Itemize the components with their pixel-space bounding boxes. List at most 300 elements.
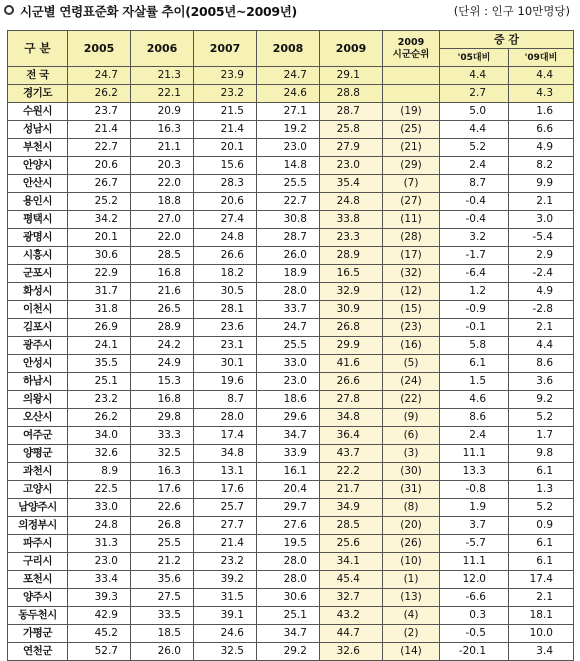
rate-cell: 34.1 — [320, 553, 383, 571]
region-name-cell: 전 국 — [8, 67, 68, 85]
region-name-cell: 양주시 — [8, 589, 68, 607]
change-09-cell: 6.1 — [509, 463, 574, 481]
rate-cell: 31.3 — [68, 535, 131, 553]
rate-cell: 21.4 — [68, 121, 131, 139]
rate-cell: 30.1 — [194, 355, 257, 373]
table-row — [8, 445, 574, 463]
region-name-cell: 성남시 — [8, 121, 68, 139]
region-name-cell: 군포시 — [8, 265, 68, 283]
rate-cell: 28.0 — [257, 571, 320, 589]
change-09-cell: 4.9 — [509, 283, 574, 301]
change-05-cell: -0.9 — [440, 301, 509, 319]
table-row — [8, 121, 574, 139]
rate-cell: 25.6 — [320, 535, 383, 553]
rate-cell: 16.8 — [131, 265, 194, 283]
change-05-cell: 8.6 — [440, 409, 509, 427]
rate-cell: 43.7 — [320, 445, 383, 463]
rate-cell: 19.6 — [194, 373, 257, 391]
rate-cell: 26.8 — [320, 319, 383, 337]
header-year: 2009 — [320, 31, 383, 67]
rate-cell: 34.8 — [320, 409, 383, 427]
rate-cell: 24.8 — [68, 517, 131, 535]
change-05-cell: -0.5 — [440, 625, 509, 643]
rate-cell: 19.2 — [257, 121, 320, 139]
rate-cell: 20.9 — [131, 103, 194, 121]
rank-cell: (10) — [383, 553, 440, 571]
rate-cell: 26.6 — [194, 247, 257, 265]
change-05-cell: 5.2 — [440, 139, 509, 157]
rate-cell: 24.6 — [257, 85, 320, 103]
rate-cell: 41.6 — [320, 355, 383, 373]
table-row — [8, 67, 574, 85]
rate-cell: 35.6 — [131, 571, 194, 589]
table-row — [8, 391, 574, 409]
change-05-cell: 4.6 — [440, 391, 509, 409]
rate-cell: 23.0 — [68, 553, 131, 571]
rate-cell: 30.6 — [68, 247, 131, 265]
rate-cell: 17.6 — [131, 481, 194, 499]
table-body — [8, 67, 574, 661]
rank-cell: (24) — [383, 373, 440, 391]
table-row — [8, 409, 574, 427]
rank-cell: (31) — [383, 481, 440, 499]
rank-cell: (9) — [383, 409, 440, 427]
rank-cell: (13) — [383, 589, 440, 607]
rate-cell: 23.2 — [68, 391, 131, 409]
table-row — [8, 499, 574, 517]
change-09-cell: 4.4 — [509, 67, 574, 85]
suicide-rate-table — [7, 30, 574, 661]
change-05-cell: -0.8 — [440, 481, 509, 499]
rate-cell: 52.7 — [68, 643, 131, 661]
rate-cell: 29.8 — [131, 409, 194, 427]
change-05-cell: 5.0 — [440, 103, 509, 121]
rank-cell: (8) — [383, 499, 440, 517]
rate-cell: 25.5 — [131, 535, 194, 553]
rate-cell: 29.9 — [320, 337, 383, 355]
header-rank-label: 2009 시군순위 — [392, 36, 430, 60]
change-05-cell: 5.8 — [440, 337, 509, 355]
table-row — [8, 301, 574, 319]
change-05-cell: 6.1 — [440, 355, 509, 373]
rate-cell: 19.5 — [257, 535, 320, 553]
rate-cell: 33.5 — [131, 607, 194, 625]
header-year: 2007 — [194, 31, 257, 67]
change-09-cell: 4.9 — [509, 139, 574, 157]
rate-cell: 18.8 — [131, 193, 194, 211]
change-05-cell: 0.3 — [440, 607, 509, 625]
rate-cell: 27.6 — [257, 517, 320, 535]
rate-cell: 16.8 — [131, 391, 194, 409]
rate-cell: 21.5 — [194, 103, 257, 121]
table-row — [8, 157, 574, 175]
table-row — [8, 85, 574, 103]
rate-cell: 32.6 — [320, 643, 383, 661]
table-row — [8, 103, 574, 121]
table-row — [8, 355, 574, 373]
region-name-cell: 안산시 — [8, 175, 68, 193]
rate-cell: 28.1 — [194, 301, 257, 319]
rate-cell: 30.5 — [194, 283, 257, 301]
rate-cell: 26.7 — [68, 175, 131, 193]
rate-cell: 27.4 — [194, 211, 257, 229]
rate-cell: 20.1 — [68, 229, 131, 247]
rate-cell: 35.4 — [320, 175, 383, 193]
rate-cell: 23.2 — [194, 553, 257, 571]
rank-cell: (27) — [383, 193, 440, 211]
change-09-cell: 17.4 — [509, 571, 574, 589]
rate-cell: 23.9 — [194, 67, 257, 85]
table-row — [8, 535, 574, 553]
rank-cell: (1) — [383, 571, 440, 589]
table-row — [8, 643, 574, 661]
rate-cell: 28.8 — [320, 85, 383, 103]
rate-cell: 15.6 — [194, 157, 257, 175]
rate-cell: 29.2 — [257, 643, 320, 661]
region-name-cell: 오산시 — [8, 409, 68, 427]
rate-cell: 21.2 — [131, 553, 194, 571]
rate-cell: 22.5 — [68, 481, 131, 499]
table-row — [8, 319, 574, 337]
header-change-09: '09대비 — [509, 49, 574, 67]
unit-note: (단위 : 인구 10만명당) — [453, 4, 570, 18]
region-name-cell: 의왕시 — [8, 391, 68, 409]
rate-cell: 34.8 — [194, 445, 257, 463]
rate-cell: 39.2 — [194, 571, 257, 589]
change-05-cell: 3.2 — [440, 229, 509, 247]
region-name-cell: 양평군 — [8, 445, 68, 463]
region-name-cell: 이천시 — [8, 301, 68, 319]
rate-cell: 28.7 — [320, 103, 383, 121]
change-09-cell: -5.4 — [509, 229, 574, 247]
rate-cell: 23.0 — [320, 157, 383, 175]
rate-cell: 22.1 — [131, 85, 194, 103]
rate-cell: 24.7 — [257, 319, 320, 337]
rate-cell: 35.5 — [68, 355, 131, 373]
rank-cell: (14) — [383, 643, 440, 661]
table-row — [8, 427, 574, 445]
rank-cell: (15) — [383, 301, 440, 319]
change-09-cell: 1.7 — [509, 427, 574, 445]
rate-cell: 26.6 — [320, 373, 383, 391]
rate-cell: 25.1 — [257, 607, 320, 625]
rate-cell: 20.1 — [194, 139, 257, 157]
region-name-cell: 연천군 — [8, 643, 68, 661]
rate-cell: 8.9 — [68, 463, 131, 481]
table-row — [8, 481, 574, 499]
rate-cell: 34.2 — [68, 211, 131, 229]
rate-cell: 17.6 — [194, 481, 257, 499]
rate-cell: 42.9 — [68, 607, 131, 625]
change-09-cell: -2.8 — [509, 301, 574, 319]
change-09-cell: 2.1 — [509, 589, 574, 607]
rate-cell: 22.9 — [68, 265, 131, 283]
region-name-cell: 화성시 — [8, 283, 68, 301]
rate-cell: 24.8 — [194, 229, 257, 247]
region-name-cell: 부천시 — [8, 139, 68, 157]
change-05-cell: 1.2 — [440, 283, 509, 301]
rate-cell: 27.5 — [131, 589, 194, 607]
table-row — [8, 337, 574, 355]
change-09-cell: 5.2 — [509, 409, 574, 427]
rate-cell: 34.7 — [257, 427, 320, 445]
rank-cell: (5) — [383, 355, 440, 373]
rate-cell: 23.3 — [320, 229, 383, 247]
change-05-cell: 11.1 — [440, 445, 509, 463]
rank-cell: (12) — [383, 283, 440, 301]
rate-cell: 21.3 — [131, 67, 194, 85]
rate-cell: 43.2 — [320, 607, 383, 625]
rate-cell: 22.6 — [131, 499, 194, 517]
rate-cell: 13.1 — [194, 463, 257, 481]
rate-cell: 23.0 — [257, 373, 320, 391]
rank-cell: (32) — [383, 265, 440, 283]
region-name-cell: 광주시 — [8, 337, 68, 355]
change-09-cell: 4.4 — [509, 337, 574, 355]
region-name-cell: 가평군 — [8, 625, 68, 643]
rate-cell: 24.2 — [131, 337, 194, 355]
change-05-cell: -0.1 — [440, 319, 509, 337]
rate-cell: 34.9 — [320, 499, 383, 517]
change-09-cell: 2.1 — [509, 193, 574, 211]
change-05-cell: 11.1 — [440, 553, 509, 571]
rate-cell: 21.7 — [320, 481, 383, 499]
rate-cell: 21.4 — [194, 121, 257, 139]
change-09-cell: 5.2 — [509, 499, 574, 517]
rate-cell: 32.9 — [320, 283, 383, 301]
rate-cell: 18.2 — [194, 265, 257, 283]
page-title: 시군별 연령표준화 자살률 추이(2005년~2009년) — [20, 4, 297, 19]
region-name-cell: 여주군 — [8, 427, 68, 445]
rate-cell: 36.4 — [320, 427, 383, 445]
table-row — [8, 265, 574, 283]
rate-cell: 25.5 — [257, 337, 320, 355]
rate-cell: 24.1 — [68, 337, 131, 355]
title-bar — [0, 0, 580, 22]
header-year: 2005 — [68, 31, 131, 67]
rate-cell: 24.9 — [131, 355, 194, 373]
table-row — [8, 193, 574, 211]
rate-cell: 20.4 — [257, 481, 320, 499]
table-row — [8, 175, 574, 193]
rate-cell: 32.5 — [131, 445, 194, 463]
rate-cell: 21.1 — [131, 139, 194, 157]
rank-cell: (23) — [383, 319, 440, 337]
rate-cell: 30.6 — [257, 589, 320, 607]
rate-cell: 30.9 — [320, 301, 383, 319]
header-region: 구 분 — [8, 31, 68, 67]
rate-cell: 25.1 — [68, 373, 131, 391]
rate-cell: 33.8 — [320, 211, 383, 229]
change-09-cell: 3.4 — [509, 643, 574, 661]
region-name-cell: 파주시 — [8, 535, 68, 553]
table-row — [8, 463, 574, 481]
change-09-cell: 8.6 — [509, 355, 574, 373]
change-05-cell: 1.5 — [440, 373, 509, 391]
rate-cell: 26.9 — [68, 319, 131, 337]
rank-cell — [383, 67, 440, 85]
rate-cell: 32.6 — [68, 445, 131, 463]
rate-cell: 32.7 — [320, 589, 383, 607]
region-name-cell: 포천시 — [8, 571, 68, 589]
rate-cell: 28.0 — [257, 283, 320, 301]
change-09-cell: 2.9 — [509, 247, 574, 265]
rank-cell: (11) — [383, 211, 440, 229]
rate-cell: 33.4 — [68, 571, 131, 589]
change-05-cell: -0.4 — [440, 211, 509, 229]
region-name-cell: 평택시 — [8, 211, 68, 229]
rate-cell: 29.6 — [257, 409, 320, 427]
change-05-cell: -1.7 — [440, 247, 509, 265]
rate-cell: 23.2 — [194, 85, 257, 103]
rank-cell: (29) — [383, 157, 440, 175]
region-name-cell: 안성시 — [8, 355, 68, 373]
region-name-cell: 남양주시 — [8, 499, 68, 517]
change-09-cell: 18.1 — [509, 607, 574, 625]
change-09-cell: 8.2 — [509, 157, 574, 175]
region-name-cell: 안양시 — [8, 157, 68, 175]
table-row — [8, 625, 574, 643]
rate-cell: 21.6 — [131, 283, 194, 301]
region-name-cell: 구리시 — [8, 553, 68, 571]
rank-cell: (28) — [383, 229, 440, 247]
region-name-cell: 시흥시 — [8, 247, 68, 265]
rate-cell: 23.1 — [194, 337, 257, 355]
rank-cell: (3) — [383, 445, 440, 463]
header-year: 2006 — [131, 31, 194, 67]
change-09-cell: 4.3 — [509, 85, 574, 103]
region-name-cell: 과천시 — [8, 463, 68, 481]
rate-cell: 26.2 — [68, 85, 131, 103]
change-05-cell: -6.6 — [440, 589, 509, 607]
change-09-cell: 2.1 — [509, 319, 574, 337]
change-09-cell: 9.8 — [509, 445, 574, 463]
rank-cell: (25) — [383, 121, 440, 139]
rate-cell: 28.3 — [194, 175, 257, 193]
change-05-cell: -0.4 — [440, 193, 509, 211]
rate-cell: 22.7 — [257, 193, 320, 211]
change-09-cell: 9.2 — [509, 391, 574, 409]
rate-cell: 29.7 — [257, 499, 320, 517]
rate-cell: 16.3 — [131, 463, 194, 481]
header-year: 2008 — [257, 31, 320, 67]
change-05-cell: 2.4 — [440, 157, 509, 175]
rate-cell: 27.1 — [257, 103, 320, 121]
rank-cell: (22) — [383, 391, 440, 409]
change-05-cell: 4.4 — [440, 121, 509, 139]
change-09-cell: 0.9 — [509, 517, 574, 535]
rate-cell: 27.7 — [194, 517, 257, 535]
rate-cell: 26.0 — [131, 643, 194, 661]
rate-cell: 28.9 — [320, 247, 383, 265]
rate-cell: 25.2 — [68, 193, 131, 211]
region-name-cell: 용인시 — [8, 193, 68, 211]
rate-cell: 27.0 — [131, 211, 194, 229]
rate-cell: 18.5 — [131, 625, 194, 643]
rate-cell: 34.0 — [68, 427, 131, 445]
rate-cell: 33.3 — [131, 427, 194, 445]
rate-cell: 31.5 — [194, 589, 257, 607]
rate-cell: 27.9 — [320, 139, 383, 157]
rate-cell: 16.3 — [131, 121, 194, 139]
header-rank — [383, 31, 440, 67]
rate-cell: 24.7 — [257, 67, 320, 85]
region-name-cell: 광명시 — [8, 229, 68, 247]
table-row — [8, 247, 574, 265]
rate-cell: 34.7 — [257, 625, 320, 643]
rate-cell: 22.7 — [68, 139, 131, 157]
rank-cell: (6) — [383, 427, 440, 445]
rate-cell: 20.3 — [131, 157, 194, 175]
rate-cell: 29.1 — [320, 67, 383, 85]
change-05-cell: -6.4 — [440, 265, 509, 283]
rate-cell: 28.5 — [320, 517, 383, 535]
region-name-cell: 수원시 — [8, 103, 68, 121]
rate-cell: 23.6 — [194, 319, 257, 337]
rate-cell: 39.1 — [194, 607, 257, 625]
rate-cell: 22.0 — [131, 229, 194, 247]
rate-cell: 28.0 — [194, 409, 257, 427]
table-row — [8, 571, 574, 589]
rate-cell: 24.6 — [194, 625, 257, 643]
region-name-cell: 고양시 — [8, 481, 68, 499]
table-row — [8, 553, 574, 571]
rate-cell: 26.5 — [131, 301, 194, 319]
change-05-cell: 2.4 — [440, 427, 509, 445]
rate-cell: 33.0 — [68, 499, 131, 517]
change-05-cell: 4.4 — [440, 67, 509, 85]
bullet-circle-icon — [4, 5, 14, 15]
rate-cell: 26.8 — [131, 517, 194, 535]
table-row — [8, 211, 574, 229]
rank-cell: (7) — [383, 175, 440, 193]
region-name-cell: 의정부시 — [8, 517, 68, 535]
change-09-cell: 1.6 — [509, 103, 574, 121]
rate-cell: 16.1 — [257, 463, 320, 481]
rate-cell: 22.2 — [320, 463, 383, 481]
rate-cell: 28.7 — [257, 229, 320, 247]
rate-cell: 24.7 — [68, 67, 131, 85]
change-05-cell: 12.0 — [440, 571, 509, 589]
change-09-cell: 6.6 — [509, 121, 574, 139]
change-05-cell: 1.9 — [440, 499, 509, 517]
rank-cell: (20) — [383, 517, 440, 535]
rate-cell: 26.0 — [257, 247, 320, 265]
rate-cell: 45.4 — [320, 571, 383, 589]
rate-cell: 28.0 — [257, 553, 320, 571]
rate-cell: 33.0 — [257, 355, 320, 373]
change-09-cell: 3.0 — [509, 211, 574, 229]
rank-cell: (16) — [383, 337, 440, 355]
rate-cell: 24.8 — [320, 193, 383, 211]
rank-cell: (19) — [383, 103, 440, 121]
rate-cell: 20.6 — [68, 157, 131, 175]
rate-cell: 15.3 — [131, 373, 194, 391]
change-09-cell: 1.3 — [509, 481, 574, 499]
rate-cell: 22.0 — [131, 175, 194, 193]
change-05-cell: 8.7 — [440, 175, 509, 193]
rate-cell: 25.7 — [194, 499, 257, 517]
change-05-cell: -5.7 — [440, 535, 509, 553]
table-row — [8, 517, 574, 535]
rate-cell: 45.2 — [68, 625, 131, 643]
rate-cell: 23.0 — [257, 139, 320, 157]
rank-cell: (21) — [383, 139, 440, 157]
rate-cell: 27.8 — [320, 391, 383, 409]
rate-cell: 18.6 — [257, 391, 320, 409]
region-name-cell: 김포시 — [8, 319, 68, 337]
table-row — [8, 139, 574, 157]
